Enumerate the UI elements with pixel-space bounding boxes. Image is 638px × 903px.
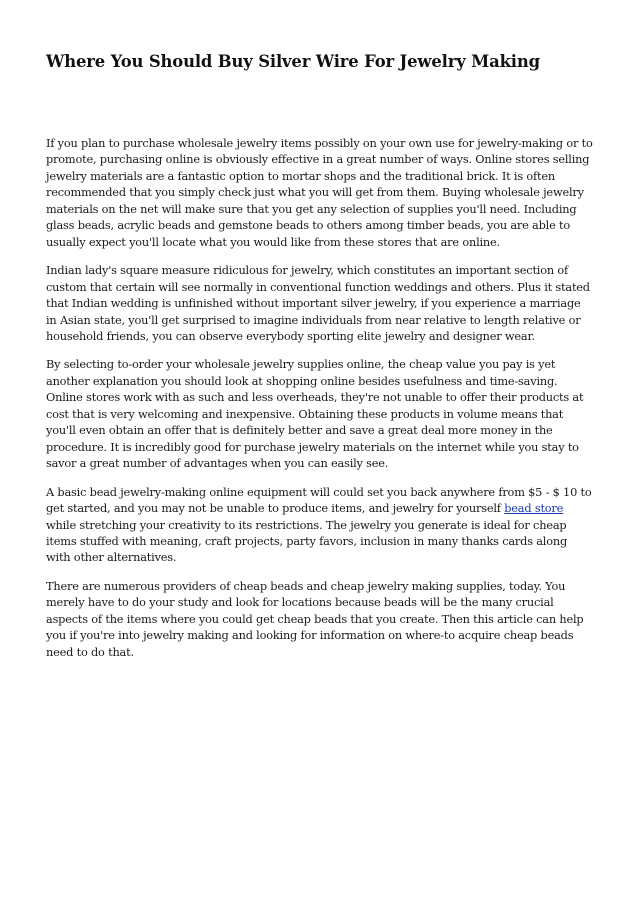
paragraph-3: By selecting to-order your wholesale jewelry supplies online, the cheap value you pay is yet another explanation you should look at shopping online besides usefulness and time-saving. Online stores work with as such and less overheads, they're not unable to offer their products at cost that is very welcoming and inexpensive. Obtaining these products in volume means that you'll even obtain an offer that is definitely better and save a great deal more money in the procedure. It is incredibly good for purchase jewelry materials on the internet while you stay to savor a great number of advantages when you can easily see. bbox=[46, 357, 584, 471]
paragraph-4-text-after-link: while stretching your creativity to its restrictions. The jewelry you generate is ideal for cheap items stuffed with meaning, craft projects, party favors, inclusion in many thanks cards along with other alternatives. bbox=[46, 517, 568, 565]
paragraph-1: If you plan to purchase wholesale jewelry items possibly on your own use for jewelry-making or to promote, purchasing online is obviously effective in a great number of ways. Online stores selling jewelry materials are a fantastic option to mortar shops and the traditional brick. It is often recommended that you simply check just what you will get from them. Buying wholesale jewelry materials on the net will make sure that you get any selection of supplies you'll need. Including glass beads, acrylic beads and gemstone beads to others among timber beads, you are able to usually expect you'll locate what you would like from these stores that are online. bbox=[46, 136, 593, 249]
document-title: Where You Should Buy Silver Wire For Jewelry Making bbox=[46, 52, 540, 71]
paragraph-5: There are numerous providers of cheap beads and cheap jewelry making supplies, today. You merely have to do your study and look for locations because beads will be the many crucial aspects of the items where you could get cheap beads that you create. Then this article can help you if you're into jewelry making and looking for information on where-to acquire cheap beads need to do that. bbox=[46, 578, 584, 659]
paragraph-4 bbox=[46, 484, 594, 566]
document-body bbox=[46, 135, 594, 672]
paragraph-4-text-before-link: A basic bead jewelry-making online equipment will could set you back anywhere from $5 - $ 10 to get started, and you may not be unable to produce items, and jewelry for yourself bbox=[46, 484, 592, 516]
paragraph-2: Indian lady's square measure ridiculous for jewelry, which constitutes an important section of custom that certain will see normally in conventional function weddings and others. Plus it stated that Indian wedding is unfinished without important silver jewelry, if you experience a marriage in Asian state, you'll get surprised to imagine individuals from near relative to length relative or household friends, you can observe everybody sporting elite jewelry and designer wear. bbox=[46, 263, 590, 343]
bead-store-link[interactable]: bead store bbox=[504, 501, 564, 516]
